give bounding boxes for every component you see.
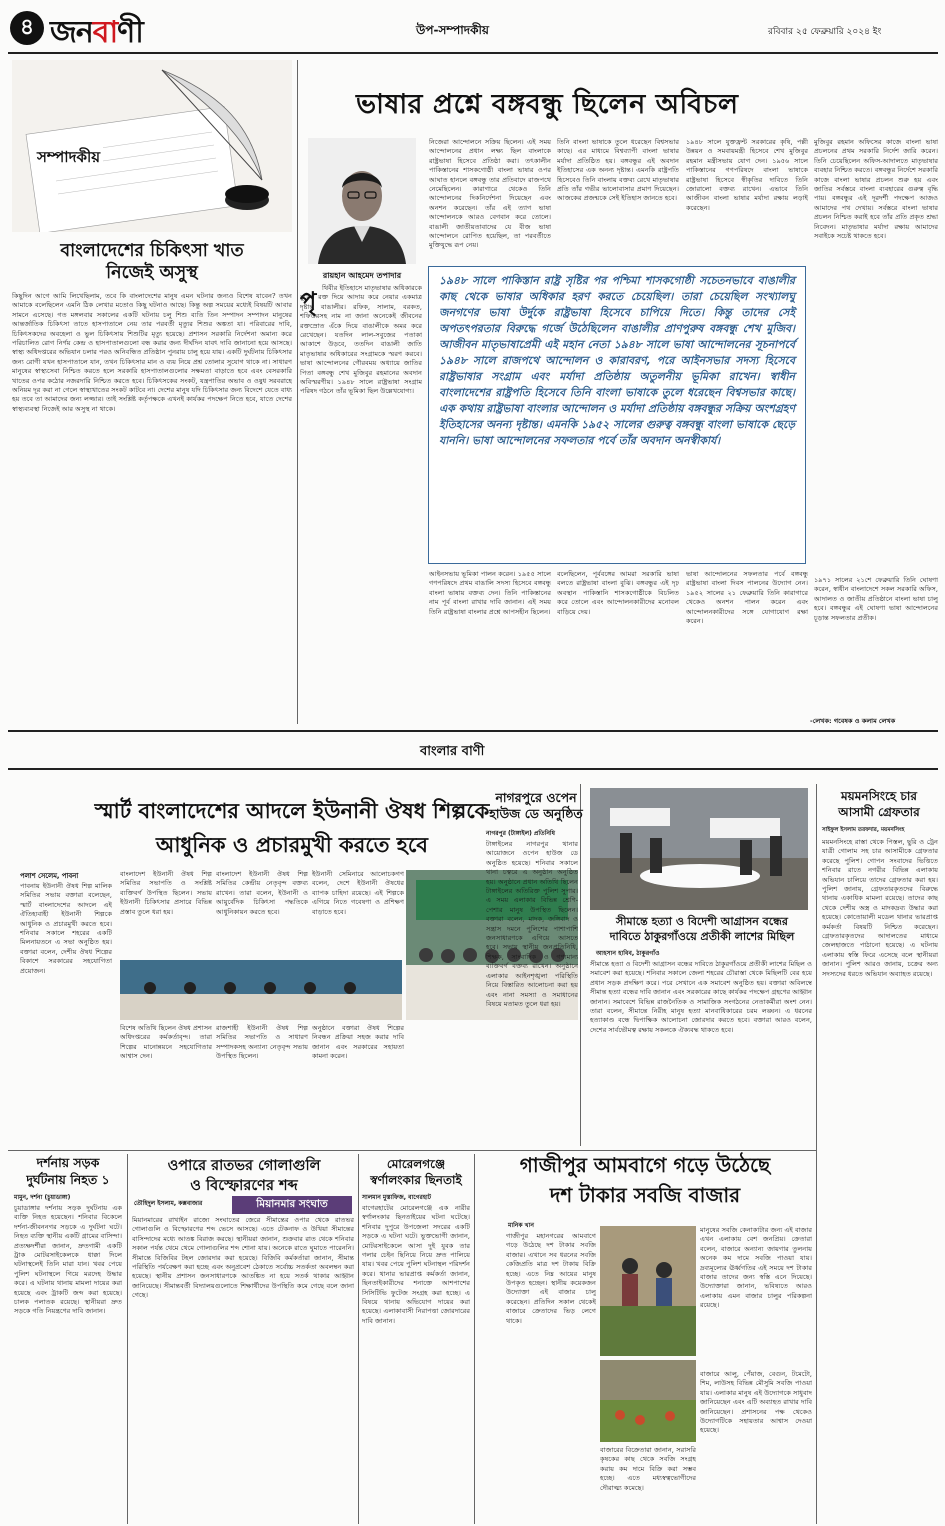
unani-col-2: বাংলাদেশ ইউনানী ঔষধ শিল্প সমিতির সভাপতি ও সংশ্লিষ্ট ব্যক্তিবর্গ উপস্থিত ছিলেন। সভায় ইউনানী চিকিৎসার প্রসারে বিভিন্ন প্রস্তাব তুলে ধরা হয়। [120,870,212,916]
editorial-illustration [12,60,292,232]
feature-col-2: নিজেরা আন্দোলনে সক্রিয় ছিলেন। এই সময় আন্দোলনের প্রধান লক্ষ্য ছিল বাংলাকে রাষ্ট্রভাষা হিসেবে প্রতিষ্ঠা করা। তৎকালীন পাকিস্তানের শাসকগোষ্ঠী বাংলা ভাষার ওপর আঘাত হানলে বঙ্গবন্ধু তার প্রতিবাদে রাজপথে নেমেছিলেন। কারাগারে থেকেও তিনি আন্দোলনের দিকনির্দেশনা দিয়েছেন এবং অনশন করেছেন। তাঁর এই ত্যাগ ভাষা আন্দোলনকে আরও বেগবান করে তোলে। বাঙালী জাতীয়তাবাদের যে বীজ ভাষা আন্দোলনে রোপিত হয়েছিল, তা পরবর্তীতে মুক্তিযুদ্ধে রূপ নেয়। [429,138,551,250]
feature-lower-2: বলেছিলেন, পূর্ববঙ্গের আমরা সরকারি ভাষা বলতে রাষ্ট্রভাষা বাংলা বুঝি। বঙ্গবন্ধুর এই দৃঢ় অবস্থান পাকিস্তানি শাসকগোষ্ঠীকে বিচলিত করে তোলে এবং আন্দোলনকারীদের মনোবল বাড়িয়ে দেয়। [557,570,679,616]
bangla-bani-label: বাংলার বাণী [420,744,485,759]
author-photo [308,138,416,264]
thakurgaon-byline: আহসান হাবিব, ঠাকুরগাঁও [596,950,660,957]
darshana-byline: মামুন, দর্শনা (চুয়াডাঙ্গা) [14,1194,71,1201]
myanmar-tag: মিয়ানমার সংঘাত [232,1196,352,1214]
darshana-headline: দর্শনায় সড়ক দুর্ঘটনায় নিহত ১ [26,1155,110,1187]
feature-credit: -লেখক: গবেষক ও কলাম লেখক [810,717,896,725]
masthead [8,8,938,50]
myanmar-byline: তৌহিদুল ইসলাম, কক্সবাজার [134,1200,203,1207]
morrelganj-body: বাগেরহাটের মোরেলগঞ্জে এক নারীর স্বর্ণালংকার ছিনতাইয়ের ঘটনা ঘটেছে। শনিবার দুপুরে উপজেলা সদরের একটি সড়কে এ ঘটনা ঘটে। ভুক্তভোগী জানান, মোটরসাইকেলে আসা দুই যুবক তার গলার চেইন ছিনিয়ে নিয়ে দ্রুত পালিয়ে যায়। খবর পেয়ে পুলিশ ঘটনাস্থল পরিদর্শন করে। থানার ভারপ্রাপ্ত কর্মকর্তা জানান, ছিনতাইকারীদের শনাক্তে আশপাশের সিসিটিভি ফুটেজ সংগ্রহ করা হচ্ছে। এ বিষয়ে থানায় অভিযোগ দায়ের করা হয়েছে। এলাকাবাসী নিরাপত্তা জোরদারের দাবি জানান। [362,1204,470,1325]
nagarpur-headline: নাগরপুরে ওপেন হাউজ ডে অনুষ্ঠিত [489,790,583,821]
gazipur-byline: মানিক খান [508,1222,534,1229]
nagarpur-byline: নাগরপুর (টাঙ্গাইল) প্রতিনিধি [486,830,555,837]
unani-headline: স্মার্ট বাংলাদেশের আদলে ইউনানী ঔষধ শিল্পকে আধুনিক ও প্রচারমুখী করতে হবে [94,799,490,857]
gazipur-headline: গাজীপুর আমবাগে গড়ে উঠেছে দশ টাকার সবজি বাজার [519,1153,771,1207]
feature-pull-quote: ১৯৪৮ সালে পাকিস্তান রাষ্ট্র সৃষ্টির পর পশ্চিমা শাসকগোষ্ঠী সচেতনভাবে বাঙালীর কাছ থেকে ভাষার অধিকার হরণ করতে চেয়েছিল। তারা চেয়েছিল সংখ্যালঘু জনগণের ভাষা উর্দুকে রাষ্ট্রভাষা হিসেবে চাপিয়ে দিতে। কিন্তু তাদের সেই অপতৎপরতার বিরুদ্ধে গর্জে উঠেছিলেন বাঙালীর প্রাণপুরুষ বঙ্গবন্ধু শেখ মুজিব। আজীবন মাতৃভাষাপ্রেমী এই মহান নেতা ১৯৪৮ সালে ভাষা আন্দোলনের সূচনাপর্বে ১৯৪৮ সালে রাজপথে আন্দোলন ও কারাবরণ, পরে আইনসভার সদস্য হিসেবে রাষ্ট্রভাষার সংগ্রাম এবং মর্যাদা প্রতিষ্ঠায় অতুলনীয় ভূমিকা রাখেন। স্বাধীন বাংলাদেশের রাষ্ট্রপতি হিসেবে তিনি বাংলা ভাষাকে তুলে ধরেছেন বিশ্বসভার কাছে। এক কথায় রাষ্ট্রভাষা বাংলার আন্দোলন ও মর্যাদা প্রতিষ্ঠায় বঙ্গবন্ধুর সক্রিয় অংশগ্রহণ ইতিহাসের অনন্য দৃষ্টান্ত। এমনকি ১৯৫২ সালের গুরুত্ব বঙ্গবন্ধু বাংলা ভাষাকে ছেড়ে যাননি। ভাষা আন্দোলনের সফলতার পর্বে তাঁর অবদান অনস্বীকার্য। [428,266,806,564]
editorial-headline: বাংলাদেশের চিকিৎসা খাত নিজেই অসুস্থ [60,241,244,283]
morrelganj-byline: সালমান মুস্তাফিজ, বাগেরহাট [362,1194,432,1201]
unani-panel-photo [120,960,402,1020]
unani-col-1: পাবনায় ইউনানী ঔষধ শিল্প মালিক সমিতির সভায় বক্তারা বলেছেন, স্মার্ট বাংলাদেশের আদলে এই ঐতিহ্যবাহী ইউনানী শিল্পকে আধুনিক ও প্রচারমুখী করতে হবে। শনিবার সকালে শহরের একটি মিলনায়তনে এ সভা অনুষ্ঠিত হয়। বক্তারা বলেন, দেশীয় ঔষধ শিল্পের বিকাশে সরকারের সহযোগিতা প্রয়োজন। [20,882,112,975]
morrelganj-headline: মোরেলগঞ্জে স্বর্ণালংকার ছিনতাই [370,1157,462,1187]
thakurgaon-photo [590,788,808,910]
unani-col-4: ইউনানী সেমিনারে আলোচকগণ বলেন, দেশে ইউনানী ঔষধের ব্যাপক চাহিদা রয়েছে। এই শিল্পকে এগিয়ে নিতে গবেষণা ও প্রশিক্ষণ বাড়াতে হবে। [312,870,404,916]
feature-col-3: তিনি বাংলা ভাষাকে তুলে ধরেছেন বিশ্বসভার কাছে। এর মাধ্যমে বিশ্বব্যাপী বাংলা ভাষার মর্যাদা প্রতিষ্ঠিত হয়। বঙ্গবন্ধুর এই অবদান ইতিহাসের এক অনন্য দৃষ্টান্ত। এমনকি রাষ্ট্রপতি হিসেবেও তিনি বাংলায় বক্তব্য রেখে মাতৃভাষার প্রতি তাঁর গভীর ভালোবাসার প্রমাণ দিয়েছেন। আজকের প্রজন্মকে সেই ইতিহাস জানতে হবে। [557,138,679,203]
gazipur-col-1: গাজীপুর মহানগরের আমবাগে গড়ে উঠেছে দশ টাকার সবজি বাজার। এখানে সব ধরনের সবজি কেজিপ্রতি মাত্র দশ টাকায় বিক্রি হচ্ছে। এতে নিম্ন আয়ের মানুষ উপকৃত হচ্ছেন। স্থানীয় কয়েকজন উদ্যোক্তা এই বাজার চালু করেছেন। প্রতিদিন সকাল থেকেই বাজারে ক্রেতাদের ভিড় লেগে থাকে। [506,1232,596,1325]
newspaper-logo[interactable]: জনবাণী [50,15,143,50]
mymensingh-byline: সাইফুল ইসলাম তরফদার, ময়মনসিংহ [822,827,905,833]
thakurgaon-body: সীমান্তে হত্যা ও বিদেশী আগ্রাসন বন্ধের দাবিতে ঠাকুরগাঁওয়ে প্রতীকী লাশের মিছিল ও সমাবেশ করা হয়েছে। শনিবার সকালে জেলা শহরের চৌরাস্তা থেকে মিছিলটি বের হয়ে প্রধান সড়ক প্রদক্ষিণ করে। পরে সেখানে এক সমাবেশ অনুষ্ঠিত হয়। বক্তারা অবিলম্বে সীমান্ত হত্যা বন্ধের দাবি জানান এবং সরকারের কাছে কার্যকর পদক্ষেপ গ্রহণের আহ্বান জানান। সমাবেশে বিভিন্ন রাজনৈতিক ও সামাজিক সংগঠনের নেতাকর্মীরা অংশ নেন। তারা বলেন, সীমান্তে নিরীহ মানুষ হত্যা মানবাধিকারের চরম লঙ্ঘন। এ ধরনের হত্যাকাণ্ড বন্ধে দ্বিপাক্ষিক আলোচনা জোরদার করতে হবে। বক্তারা আরও বলেন, দেশের সার্বভৌমত্ব রক্ষায় সকলকে ঐক্যবদ্ধ থাকতে হবে। [590,960,812,1034]
editorial-body: কিছুদিন আগে আমি লিখেছিলাম, তবে কি বাংলাদেশের মানুষ এমন ঘটনার জন্যও বিশেষ যাবেন? তখন আমাকে বলেছিলেন এমনি ঠিক লেখার মতোও কিছু ঘটনাও আছে। কিন্তু অল্প সময়ের মধ্যেই বিষয়টি আবার সামনে এসেছে। গত মঙ্গলবার সকালের একটি ঘটনায় চলু শিশু ব্যতি তিন সম্পাদন সম্পাদন মানুষের আন্তর্জাতিক চিকিৎসা তাতে হাসপাতালে নেয় তার পরবর্তী মৃত্যুর শিশুর অঙ্কতা যা। পরিবারের দাবি, চিকিৎসকদের অবহেলা ও ভুল চিকিৎসায় শিশুটির মৃত্যু হয়েছে। প্রশাসন সরকারি নির্দেশনা অমান্য করে পরিচালিত রোগ নির্ণয় কেন্দ্র ও হাসপাতালগুলো বন্ধ করার জন্য দীর্ঘদিন যাবৎ দাবি জানানো হয়ে আসছে। স্বাস্থ্য অধিদপ্তরের অভিযান চলার পরও অনিবন্ধিত প্রতিষ্ঠান পুনরায় চালু হয়ে যায়। একটি দুর্ঘটনায় চিকিৎসার জন্য রোগী যখন হাসপাতালে যান, তখন চিকিৎসার মান ও ব্যয় নিয়ে প্রশ্ন তোলার সুযোগ থাকে না। সাধারণ মানুষের স্বাস্থ্যসেবা নিশ্চিত করতে হলে সরকারি হাসপাতালগুলোর সক্ষমতা বাড়াতে হবে এবং বেসরকারি খাতের ওপর কঠোর নজরদারি নিশ্চিত করতে হবে। চিকিৎসকের সংকট, যন্ত্রপাতির অভাব ও ওষুধ সরবরাহে অনিয়ম দূর করা না গেলে স্বাস্থ্যখাতের সংকট কাটবে না। দেশের মানুষ যদি চিকিৎসার জন্য বিদেশে যেতে বাধ্য হয় তবে তা আমাদের জন্য লজ্জার। তাই সংশ্লিষ্ট কর্তৃপক্ষকে এখনই কার্যকর পদক্ষেপ নিতে হবে, যাতে দেশের স্বাস্থ্যব্যবস্থা নিজেই আর অসুস্থ না থাকে। [12,292,292,413]
feature-author: রায়হান আহমেদ তপাদার [322,271,402,280]
mymensingh-body: ময়মনসিংহে রাস্তা থেকে পিস্তল, ছুরি ও ট্রেন যাত্রী গোলাম সহ চার আসামীকে গ্রেফতার করেছে পুলিশ। গোপন সংবাদের ভিত্তিতে শনিবার রাতে নগরীর বিভিন্ন এলাকায় অভিযান চালিয়ে তাদের গ্রেফতার করা হয়। পুলিশ জানায়, গ্রেফতারকৃতদের বিরুদ্ধে থানায় একাধিক মামলা রয়েছে। তাদের কাছ থেকে দেশীয় অস্ত্র ও মাদকদ্রব্য উদ্ধার করা হয়েছে। কোতোয়ালী মডেল থানার ভারপ্রাপ্ত কর্মকর্তা বিষয়টি নিশ্চিত করেছেন। গ্রেফতারকৃতদের আদালতের মাধ্যমে জেলহাজতে পাঠানো হয়েছে। এ ঘটনায় এলাকায় স্বস্তি ফিরে এসেছে বলে স্থানীয়রা জানান। পুলিশ আরও জানায়, চক্রের অন্য সদস্যদের ধরতে অভিযান অব্যাহত রয়েছে। [822,838,938,978]
mymensingh-headline: ময়মনসিংহে চার আসামী গ্রেফতার [838,789,920,819]
feature-lower-3: ভাষা আন্দোলনের সফলতার পর্বে বঙ্গবন্ধু রাষ্ট্রভাষা বাংলা দিবস পালনের উদ্যোগ নেন। ১৯৫২ সালের ২১ ফেব্রুয়ারি তিনি কারাগারে থেকেও অনশন পালন করেন এবং আন্দোলনকারীদের সঙ্গে যোগাযোগ রক্ষা করেন। [686,570,808,626]
feature-col-5: মুজিবুর রহমান অফিসের কাজে বাংলা ভাষা প্রচলনের প্রথম সরকারি নির্দেশ জারি করেন। তিনি চেয়েছিলেন অফিস-আদালতে মাতৃভাষার ব্যবহার নিশ্চিত করতে। বঙ্গবন্ধুর নির্দেশে সরকারি কাজে বাংলা ভাষার প্রচলন শুরু হয় এবং জাতির সর্বস্তরে বাংলা ব্যবহারের গুরুত্ব বৃদ্ধি পায়। বঙ্গবন্ধুর এই দূরদর্শী পদক্ষেপ আজও আমাদের পথ দেখায়। সর্বস্তরে বাংলা ভাষার প্রচলন নিশ্চিত করাই হবে তাঁর প্রতি প্রকৃত শ্রদ্ধা নিবেদন। মাতৃভাষার মর্যাদা রক্ষায় আমাদের সবাইকে সচেষ্ট থাকতে হবে। [814,138,938,241]
feature-headline: ভাষার প্রশ্নে বঙ্গবন্ধু ছিলেন অবিচল [356,89,739,120]
feature-lower-1: আইনসভায় ভূমিকা পালন করেন। ১৯৫৫ সালে গণপরিষদে প্রথম বাঙালি সদস্য হিসেবে বঙ্গবন্ধু বাংলা ভাষায় বক্তব্য দেন। তিনি পাকিস্তানের নাম পূর্ব বাংলা রাখার দাবি জানান। এই সময় তিনি রাষ্ট্রভাষা বাংলার প্রশ্নে আপসহীন ছিলেন। [429,570,551,616]
feature-lower-4: ১৯৭১ সালের ২১শে ফেব্রুয়ারি তিনি ঘোষণা করেন, স্বাধীন বাংলাদেশে সকল সরকারি অফিস, আদালত ও জাতীয় প্রতিষ্ঠানে বাংলা ভাষা চালু হবে। বঙ্গবন্ধুর এই ঘোষণা ভাষা আন্দোলনের চূড়ান্ত সফলতার প্রতীক। [814,576,938,622]
gazipur-market-photo-2 [600,1360,696,1442]
nagarpur-body: টাঙ্গাইলের নাগরপুর থানার আয়োজনে ওপেন হাউজ ডে অনুষ্ঠিত হয়েছে। শনিবার সকালে থানা চত্বরে এ অনুষ্ঠান অনুষ্ঠিত হয়। অনুষ্ঠানে প্রধান অতিথি ছিলেন টাঙ্গাইলের অতিরিক্ত পুলিশ সুপার। এ সময় এলাকার বিভিন্ন শ্রেণি-পেশার মানুষ উপস্থিত ছিলেন। বক্তারা বলেন, মাদক, জঙ্গিবাদ ও সন্ত্রাস দমনে পুলিশের পাশাপাশি জনসাধারণকে এগিয়ে আসতে হবে। সভায় স্থানীয় জনপ্রতিনিধি, শিক্ষক, সাংবাদিক ও গণ্যমান্য ব্যক্তিবর্গ বক্তব্য রাখেন। অনুষ্ঠানে এলাকার আইনশৃঙ্খলা পরিস্থিতি নিয়ে বিস্তারিত আলোচনা করা হয় এবং নানা সমস্যা ও সমাধানের বিষয়ে মতামত তুলে ধরা হয়। [486,840,578,1008]
feature-col-1: থিবীর ইতিহাসে মাতৃভাষার অধিকারকে বুকের রক্ত দিয়ে আদায় করে নেয়ার একমাত্র দৃষ্টান্ত বাঙালীর। রফিক, সালাম, বরকত, শফিউরসহ নাম না জানা অনেকেই জীবনের রক্তস্রোত এঁকে দিয়ে বাঙালীকে অমর করে রেখেছেন। যতদিন লাল-সবুজের পতাকা আকাশে উড়বে, ততদিন বাঙালী জাতি মাতৃভাষার অধিকারের সংগ্রামকে স্মরণ করবে। ভাষা আন্দোলনের গৌরবময় অধ্যায়ে জাতির পিতা বঙ্গবন্ধু শেখ মুজিবুর রহমানের অবদান অবিস্মরণীয়। ১৯৪৮ সালে রাষ্ট্রভাষা সংগ্রাম পরিষদ গঠনে তাঁর ভূমিকা ছিল উল্লেখযোগ্য। [300,284,422,396]
section-title: উপ-সম্পাদকীয় [416,23,489,37]
page-number: ৪ [10,11,44,45]
gazipur-col-3: মানুষের সবজি কেনাকাটার জন্য এই বাজার এখন এলাকায় বেশ জনপ্রিয়। ক্রেতারা বলেন, বাজারে অন্যান্য জায়গার তুলনায় অনেক কম দামে সবজি পাওয়া যায়। দ্রব্যমূল্যের ঊর্ধ্বগতির এই সময়ে দশ টাকার বাজার তাদের জন্য স্বস্তি এনে দিয়েছে। উদ্যোক্তারা জানান, ভবিষ্যতে আরও এলাকায় এমন বাজার চালুর পরিকল্পনা রয়েছে। [700,1226,812,1310]
thakurgaon-headline: সীমান্তে হত্যা ও বিদেশী আগ্রাসন বন্ধের দাবিতে ঠাকুরগাঁওয়ে প্রতীকী লাশের মিছিল [609,915,795,943]
unani-col-3: বাংলাদেশ ইউনানী ঔষধ শিল্প সমিতির কেন্দ্রীয় নেতৃবৃন্দ বক্তব্য রাখেন। তারা বলেন, ইউনানী ও আয়ুর্বেদিক চিকিৎসা পদ্ধতিকে আধুনিকায়ন করতে হবে। [216,870,308,916]
unani-col-5: বিশেষ অতিথি ছিলেন ঔষধ প্রশাসন অধিদপ্তরের কর্মকর্তাবৃন্দ। তারা শিল্পের মানোন্নয়নে সহযোগিতার আশ্বাস দেন। [120,1024,212,1061]
feature-drop-cap: পৃ [300,287,317,315]
unani-col-6: রাজশাহী ইউনানী ঔষধ শিল্প সমিতির সভাপতি ও সাধারণ সম্পাদকসহ অন্যান্য নেতৃবৃন্দ সভায় উপস্থিত ছিলেন। [216,1024,308,1061]
gazipur-col-2: বাজারের বিক্রেতারা জানান, সরাসরি কৃষকের কাছ থেকে সবজি সংগ্রহ করায় কম দামে বিক্রি করা সম্ভব হচ্ছে। এতে মধ্যস্বত্বভোগীদের দৌরাত্ম্য কমেছে। [600,1446,696,1492]
unani-col-7: অনুষ্ঠানে বক্তারা ঔষধ শিল্পের নিবন্ধন প্রক্রিয়া সহজ করার দাবি জানান এবং সরকারের সহায়তা কামনা করেন। [312,1024,404,1061]
feature-col-4: ১৯৪৮ সালে যুক্তফ্রন্ট সরকারের কৃষি, পল্লী উন্নয়ন ও সমবায়মন্ত্রী হিসেবে শেখ মুজিবুর রহমান মন্ত্রীসভায় যোগ দেন। ১৯৫৬ সালে পাকিস্তানের গণপরিষদে বাংলা ভাষাকে রাষ্ট্রভাষা হিসেবে স্বীকৃতির দাবিতে তিনি জোরালো বক্তব্য রাখেন। এভাবে তিনি আজীবন বাংলা ভাষার মর্যাদা রক্ষায় লড়াই করেছেন। [686,138,808,212]
myanmar-headline: ওপারে রাতভর গোলাগুলি ও বিস্ফোরণের শব্দ [167,1158,321,1194]
editorial-label: সম্পাদকীয় [34,145,103,172]
gazipur-market-photo-1 [600,1226,696,1356]
darshana-body: চুয়াডাঙ্গার দর্শনায় সড়ক দুর্ঘটনায় এক ব্যক্তি নিহত হয়েছেন। শনিবার বিকেলে দর্শনা-জীবননগর সড়কে এ দুর্ঘটনা ঘটে। নিহত ব্যক্তি স্থানীয় একটি গ্রামের বাসিন্দা। প্রত্যক্ষদর্শীরা জানান, দ্রুতগামী একটি ট্রাক মোটরসাইকেলকে ধাক্কা দিলে ঘটনাস্থলেই তিনি মারা যান। খবর পেয়ে পুলিশ ঘটনাস্থলে গিয়ে মরদেহ উদ্ধার করে। এ ঘটনায় থানায় মামলা দায়ের করা হয়েছে এবং ট্রাকটি জব্দ করা হয়েছে। চালক পলাতক রয়েছে। স্থানীয়রা দ্রুত সড়কে গতি নিয়ন্ত্রণের দাবি জানান। [14,1204,122,1316]
gazipur-col-4: বাজারে আলু, পেঁয়াজ, বেগুন, টমেটো, শিম, লাউসহ বিভিন্ন মৌসুমি সবজি পাওয়া যায়। এলাকার মানুষ এই উদ্যোগকে সাধুবাদ জানিয়েছেন এবং এটি অব্যাহত রাখার দাবি জানিয়েছেন। প্রশাসনের পক্ষ থেকেও উদ্যোগটিকে সহায়তার আশ্বাস দেওয়া হয়েছে। [700,1370,812,1435]
myanmar-body: মিয়ানমারের রাখাইন রাজ্যে সংঘাতের জেরে সীমান্তের ওপার থেকে রাতভর গোলাগুলি ও বিস্ফোরণের শব্দ ভেসে আসছে। এতে টেকনাফ ও উখিয়া সীমান্তের বাসিন্দাদের মধ্যে আতঙ্ক বিরাজ করছে। স্থানীয়রা জানান, শুক্রবার রাত থেকে শনিবার সকাল পর্যন্ত থেমে থেমে গোলাগুলির শব্দ শোনা যায়। অনেকে রাতে ঘুমাতে পারেননি। সীমান্তে বিজিবির টহল জোরদার করা হয়েছে। বিজিবি কর্মকর্তারা জানান, সীমান্ত পরিস্থিতি পর্যবেক্ষণ করা হচ্ছে এবং অনুপ্রবেশ ঠেকাতে সর্বোচ্চ সতর্কতা অবলম্বন করা হয়েছে। স্থানীয় প্রশাসন জনসাধারণকে আতঙ্কিত না হয়ে সতর্ক থাকার আহ্বান জানিয়েছে। সীমান্তবর্তী বিদ্যালয়গুলোতে শিক্ষার্থীদের উপস্থিতি কমে গেছে বলে জানা গেছে। [132,1216,354,1300]
unani-byline: পলাশ সেলেম, পাবনা [20,872,79,880]
issue-date: রবিবার ২৫ ফেব্রুয়ারি ২০২৪ ইং [768,27,882,37]
